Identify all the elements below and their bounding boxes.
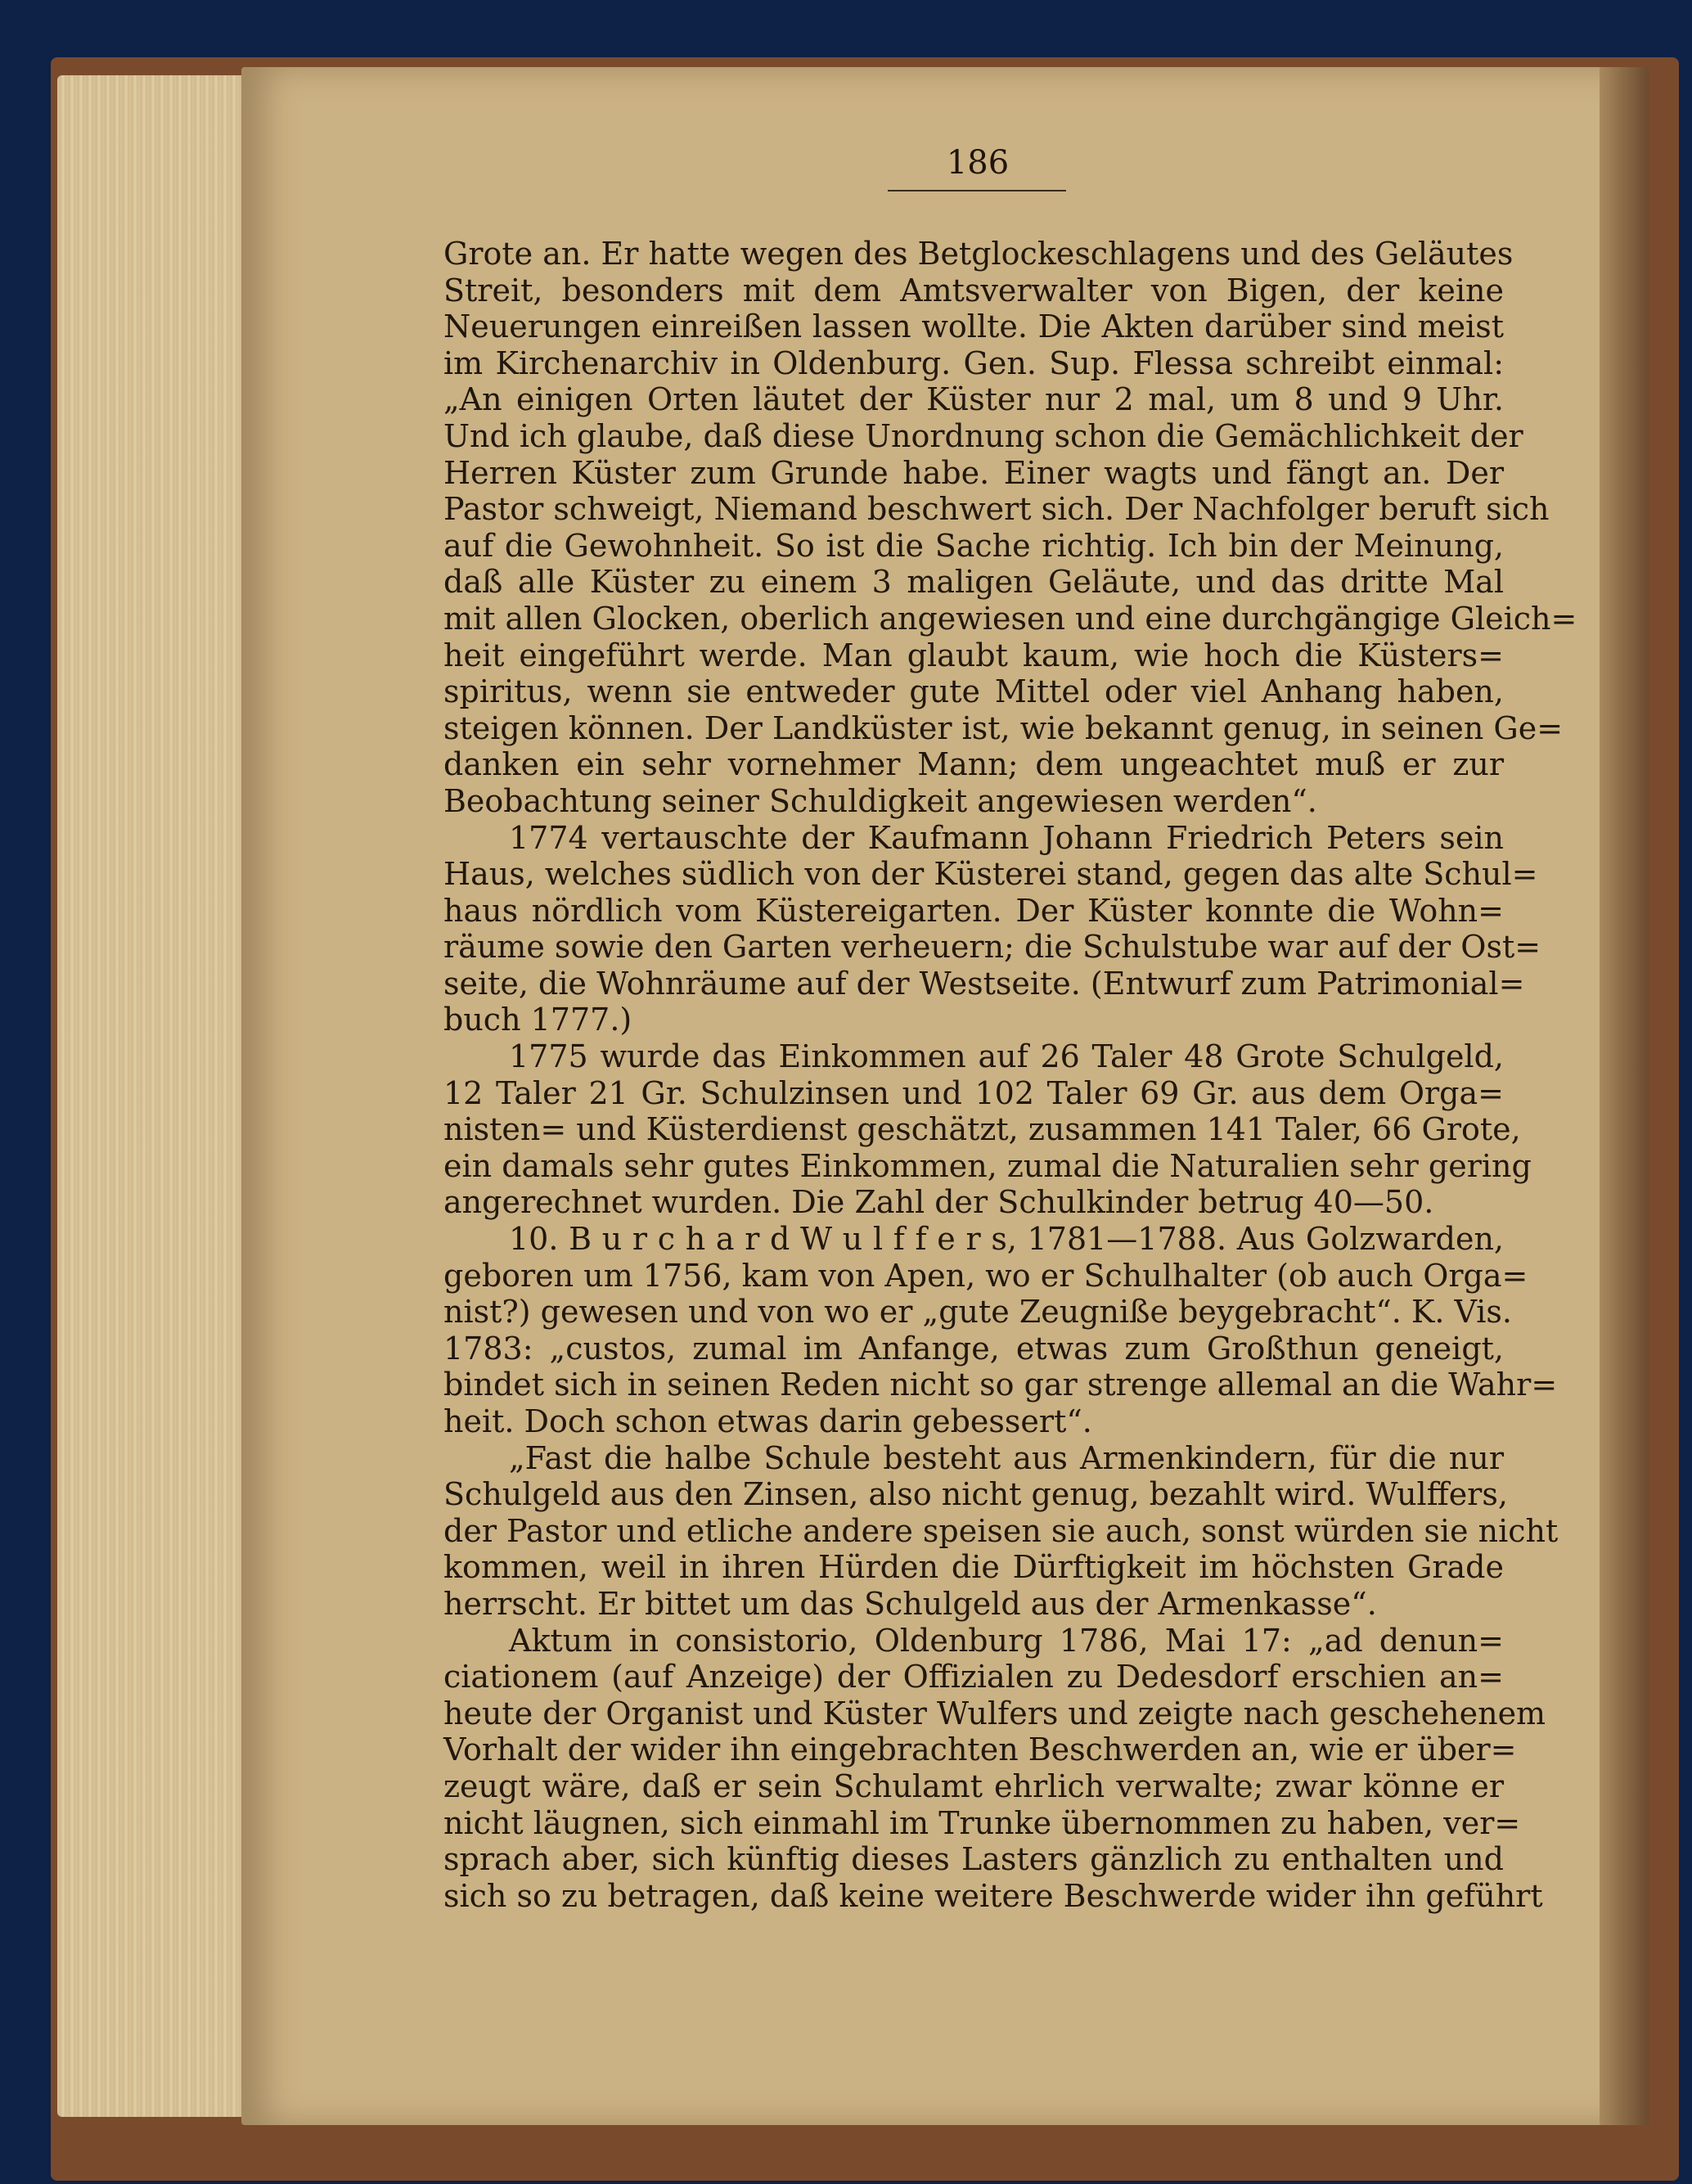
text-line: der Pastor und etliche andere speisen sie auch, sonst würden sie nicht (443, 1512, 1559, 1549)
text-line: sich so zu betragen, daß keine weitere Beschwerde wider ihn geführt (443, 1877, 1543, 1914)
text-line: heute der Organist und Küster Wulfers und zeigte nach geschehenem (443, 1695, 1546, 1731)
text-line: 12 Taler 21 Gr. Schulzinsen und 102 Taler 69 Gr. aus dem Orga= (443, 1074, 1504, 1111)
text-line: haus nördlich vom Küstereigarten. Der Küster konnte die Wohn= (443, 892, 1504, 929)
header-rule (888, 190, 1066, 191)
text-line: kommen, weil in ihren Hürden die Dürftigkeit im höchsten Grade (443, 1549, 1504, 1586)
text-line: 10. B u r c h a r d W u l f f e r s, 1781—1788. Aus Golzwarden, (509, 1221, 1504, 1258)
text-line: buch 1777.) (443, 1002, 632, 1038)
text-line: „An einigen Orten läutet der Küster nur 2 mal, um 8 und 9 Uhr. (443, 381, 1504, 418)
text-line: im Kirchenarchiv in Oldenburg. Gen. Sup. Flessa schreibt einmal: (443, 344, 1504, 381)
page-edges (57, 75, 250, 2117)
text-line: Vorhalt der wider ihn eingebrachten Beschwerden an, wie er über= (443, 1731, 1517, 1768)
text-line: ein damals sehr gutes Einkommen, zumal die Naturalien sehr gering (443, 1147, 1532, 1184)
text-line: herrscht. Er bittet um das Schulgeld aus der Armenkasse“. (443, 1585, 1377, 1622)
text-line: steigen können. Der Landküster ist, wie bekannt genug, in seinen Ge= (443, 709, 1564, 746)
text-line: Schulgeld aus den Zinsen, also nicht genug, bezahlt wird. Wulffers, (443, 1476, 1508, 1513)
text-line: nisten= und Küsterdienst geschätzt, zusammen 141 Taler, 66 Grote, (443, 1111, 1521, 1148)
text-line: heit eingeführt werde. Man glaubt kaum, wie hoch die Küsters= (443, 637, 1504, 673)
text-line: „Fast die halbe Schule besteht aus Armenkindern, für die nur (509, 1439, 1504, 1476)
text-line: Aktum in consistorio, Oldenburg 1786, Mai 17: „ad denun= (509, 1622, 1504, 1659)
text-line: Beobachtung seiner Schuldigkeit angewiesen werden“. (443, 782, 1317, 819)
text-line: ciationem (auf Anzeige) der Offizialen zu Dedesdorf erschien an= (443, 1659, 1504, 1695)
text-line: 1783: „custos, zumal im Anfange, etwas zum Großthun geneigt, (443, 1330, 1504, 1367)
text-line: seite, die Wohnräume auf der Westseite. (Entwurf zum Patrimonial= (443, 965, 1525, 1002)
text-line: heit. Doch schon etwas darin gebessert“. (443, 1403, 1092, 1439)
text-line: Haus, welches südlich von der Küsterei stand, gegen das alte Schul= (443, 856, 1538, 893)
text-line: nist?) gewesen und von wo er „gute Zeugniße beygebracht“. K. Vis. (443, 1294, 1513, 1331)
text-line: Und ich glaube, daß diese Unordnung schon die Gemächlichkeit der (443, 417, 1523, 454)
body-text (443, 236, 1577, 1914)
text-line: Grote an. Er hatte wegen des Betglockeschlagens und des Geläutes (443, 236, 1514, 272)
page-gutter (1600, 67, 1649, 2125)
page-number: 186 (946, 144, 1010, 182)
text-line: räume sowie den Garten verheuern; die Schulstube war auf der Ost= (443, 929, 1541, 966)
text-line: daß alle Küster zu einem 3 maligen Geläute, und das dritte Mal (443, 564, 1504, 601)
text-line: Streit, besonders mit dem Amtsverwalter von Bigen, der keine (443, 272, 1504, 308)
text-line: nicht läugnen, sich einmahl im Trunke übernommen zu haben, ver= (443, 1804, 1521, 1841)
text-line: Neuerungen einreißen lassen wollte. Die Akten darüber sind meist (443, 308, 1504, 345)
text-line: bindet sich in seinen Reden nicht so gar strenge allemal an die Wahr= (443, 1367, 1558, 1403)
text-line: danken ein sehr vornehmer Mann; dem ungeachtet muß er zur (443, 746, 1504, 783)
text-line: 1775 wurde das Einkommen auf 26 Taler 48 Grote Schulgeld, (509, 1038, 1504, 1075)
text-line: Pastor schweigt, Niemand beschwert sich. Der Nachfolger beruft sich (443, 491, 1550, 528)
text-line: spiritus, wenn sie entweder gute Mittel oder viel Anhang haben, (443, 673, 1504, 710)
text-line: 1774 vertauschte der Kaufmann Johann Friedrich Peters sein (509, 819, 1504, 856)
text-line: auf die Gewohnheit. So ist die Sache richtig. Ich bin der Meinung, (443, 527, 1504, 564)
text-line: mit allen Glocken, oberlich angewiesen und eine durchgängige Gleich= (443, 600, 1577, 637)
text-line: zeugt wäre, daß er sein Schulamt ehrlich verwalte; zwar könne er (443, 1767, 1504, 1804)
text-line: angerechnet wurden. Die Zahl der Schulkinder betrug 40—50. (443, 1184, 1434, 1221)
text-line: geboren um 1756, kam von Apen, wo er Schulhalter (ob auch Orga= (443, 1257, 1528, 1294)
text-line: sprach aber, sich künftig dieses Lasters gänzlich zu enthalten und (443, 1841, 1504, 1878)
text-line: Herren Küster zum Grunde habe. Einer wagts und fängt an. Der (443, 454, 1504, 491)
